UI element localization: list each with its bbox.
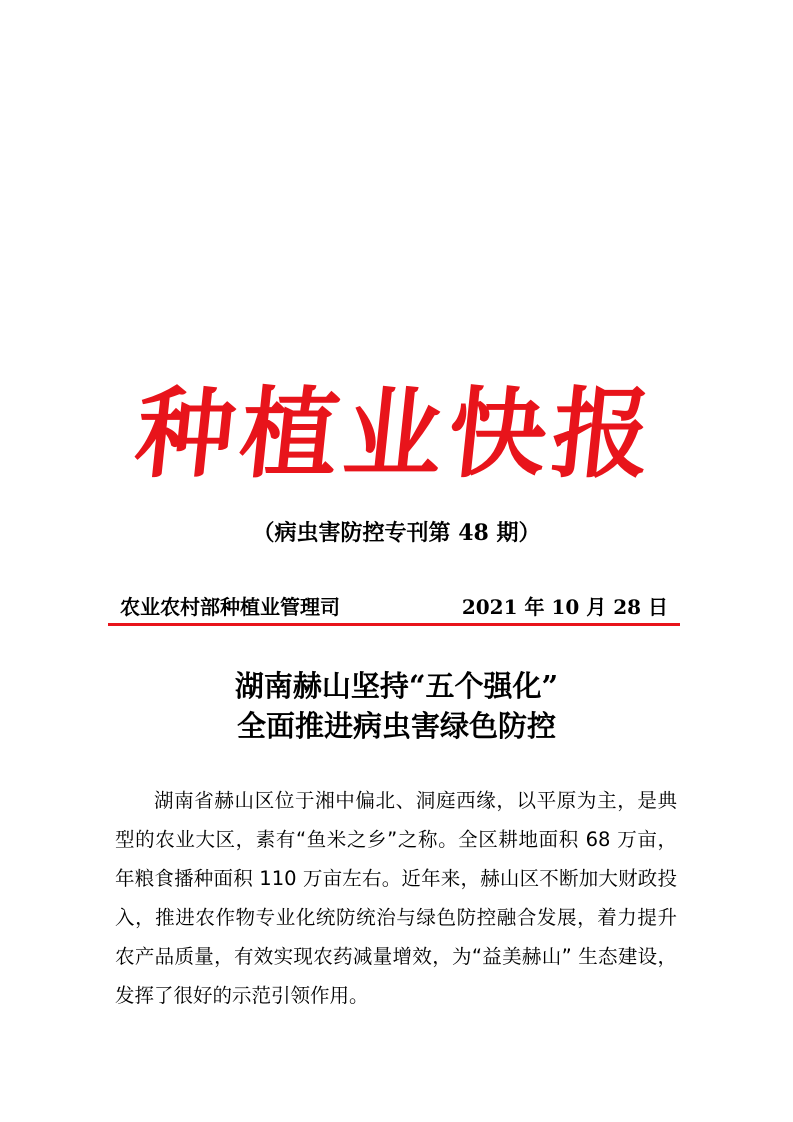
masthead-title: 种植业快报: [130, 377, 663, 492]
article-title-line-2: 全面推进病虫害绿色防控: [236, 709, 556, 743]
article-paragraph: 湖南省赫山区位于湘中偏北、洞庭西缘，以平原为主，是典型的农业大区，素有“鱼米之乡”之称。全区耕地面积 68 万亩，年粮食播种面积 110 万亩左右。近年来，赫山区不断加大财政投入，推进农作物专业化统防统治与绿色防控融合发展，着力提升农产品质量，有效实现农药减量增效，为“益美赫山” 生态建设，发挥了很好的示范引领作用。: [115, 789, 677, 1007]
header-divider: [108, 623, 680, 626]
issue-label: （病虫害防控专刊第 48 期）: [252, 520, 541, 546]
publication-date: 2021 年 10 月 28 日: [461, 595, 668, 619]
report-header: [120, 594, 668, 620]
article-title-line-1: 湖南赫山坚持“五个强化”: [234, 669, 559, 703]
department-name: 农业农村部种植业管理司: [120, 595, 340, 619]
